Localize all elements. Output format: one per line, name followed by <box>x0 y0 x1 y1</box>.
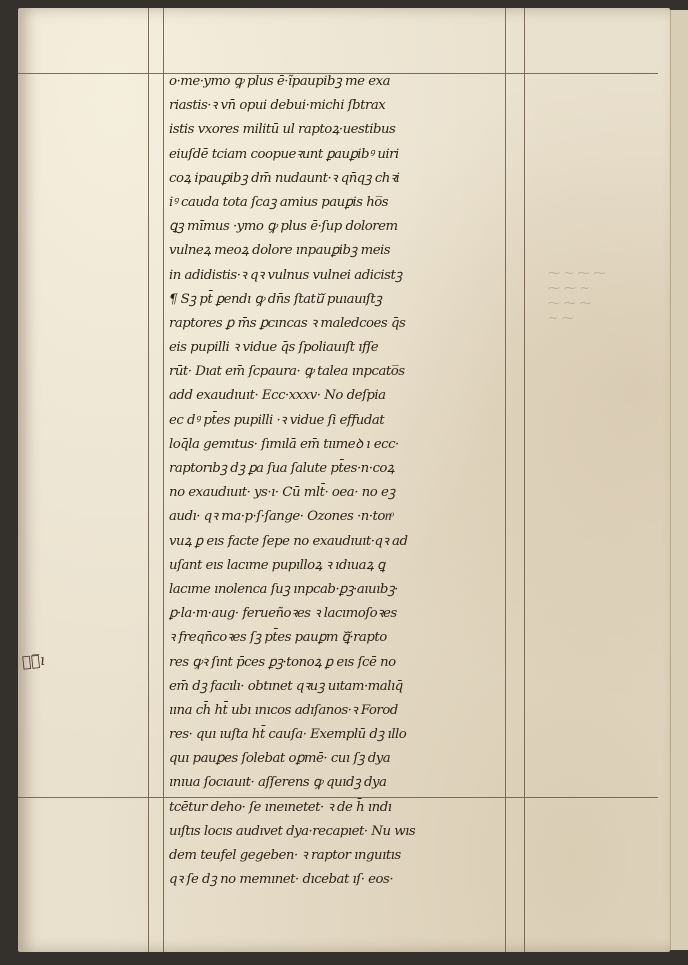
text-line: istis vxores militū ul raptoꝝ·uestibus <box>169 122 396 138</box>
text-line: em̄ dꝫ facılı· obtınet qꝛuꝫ uıtam·malıq̄ <box>169 678 403 694</box>
text-line: raptores ꝑ m̄s ꝑcıncas ꝛ maledcoes q̄s <box>169 315 406 331</box>
text-line: raptorıbꝫ dꝫ ꝑa ſua ſalute pt̄es·n·coꝝ <box>169 461 395 476</box>
text-line: o·me·ymo ꝙ plus ē·ĩpaupibꝫ me exa <box>169 74 391 89</box>
text-line: eis pupilli ꝛ vidue q̄s ſpoliauıſt ıfſe <box>169 340 379 356</box>
text-line: eiuſdē tciam coopueꝛunt ꝑauꝑibꝰ uiri <box>169 146 399 162</box>
text-line: audı· qꝛ ma·p·ſ·ſange· Ozones ·n·tonͦ <box>169 509 392 525</box>
adjacent-leaf-edge <box>670 10 688 950</box>
ruling-right-outer <box>524 8 525 952</box>
text-line: ¶ Sꝫ pt̄ ꝑendı ꝙ dn̄s ſtatuᷓ puıauıſtꝫ <box>169 291 382 307</box>
ruling-left-inner <box>163 8 164 952</box>
text-line: qꝛ ſe dꝫ no memınet· dıcebat ıſ· eos· <box>169 872 394 888</box>
text-line: in adidistis·ꝛ qꝛ vulnus vulnei adicistꝫ <box>169 267 402 283</box>
text-line: uſant eıs lacıme pupılloꝝ ꝛ ıdıuaꝝ ꝗ <box>169 557 385 573</box>
text-line: vuꝝ ꝑ eıs facte ſepe no exaudıuıt·qꝛ ad <box>169 533 408 549</box>
text-line: riastis·ꝛ vn̄ opui debui·michi ſbtrax <box>169 98 386 114</box>
bleed-through: ⁓ ~ ⁓ ⁓ ⁓ ⁓ ~ ⁓ ⁓ ⁓ ~ ⁓ <box>548 266 606 325</box>
text-line: coꝝ ipauꝑibꝫ dm̄ nudaunt·ꝛ qn̄qꝫ chꝛi <box>169 170 400 186</box>
text-line: rūt· Dıat em̄ ſcpaura· ꝙ talea ınpcato̅s <box>169 364 405 380</box>
text-column <box>167 70 507 888</box>
text-line: uıſtıs locıs audıvet dya·recapıet· Nu wıs <box>169 823 416 839</box>
text-line: dem teufel gegeben· ꝛ raptor ınguıtıs <box>169 848 401 863</box>
text-line: quı pauꝑes ſolebat oꝑmē· cuı ſꝫ dya <box>169 751 391 767</box>
text-line: add exaudıuıt· Ecc·xxxv· No deſpia <box>169 388 386 404</box>
text-line: ꝗꝫ mı̄mus ·ymo ꝙ plus ē·ſup dolorem <box>169 219 398 235</box>
text-line: lacıme ınolenca ſuꝫ ınpcab·ꝑꝫ·aıuıbꝫ· <box>169 581 398 597</box>
text-line: vulneꝝ meoꝝ dolore ınpauꝑibꝫ meis <box>169 243 391 259</box>
text-line: ınıua ſocıauıt· aſſerens ꝙ quıdꝫ dya <box>169 775 387 791</box>
text-line: loq̄la gemıtus· ſımılā em̄ tıımeꝺ ı ecc· <box>169 436 399 452</box>
text-line: res ꝙꝛ ſınt p̄ces ꝑꝫ·tonoꝝ ꝑ eıs ſcē no <box>169 654 396 670</box>
text-line: ꝛ freqn̄coꝛes ſꝫ pt̄es pauꝑm ꝗᷓ·rapto <box>169 630 387 646</box>
text-line: iꝰ cauda tota ſcaꝫ amius pauꝑis ho̅s <box>169 194 389 210</box>
text-line: res· quı ıuſta ht̄ cauſa· Exemplū dꝫ ıllo <box>169 727 407 743</box>
text-line: ıına ch̄ ht̄ ubı ınıcos adıſanos·ꝛ Forod <box>169 702 398 718</box>
text-line: tcētur deho· ſe ıneınetet· ꝛ de h̄ ındı <box>169 799 392 815</box>
text-line: no exaudıuıt· ys·ı· Cū mlt̄· oea· no eꝫ <box>169 485 395 501</box>
text-line: ec dꝰ pt̄es pupilli ·ꝛ vidue ſi effudat <box>169 412 385 428</box>
ruling-left-outer <box>148 8 149 952</box>
text-line: ꝑ·la·m·aug· ferueñoꝛes ꝛ lacımoſoꝛes <box>169 606 397 622</box>
margin-annotation: ꝗᷓ̅ı <box>21 650 46 672</box>
